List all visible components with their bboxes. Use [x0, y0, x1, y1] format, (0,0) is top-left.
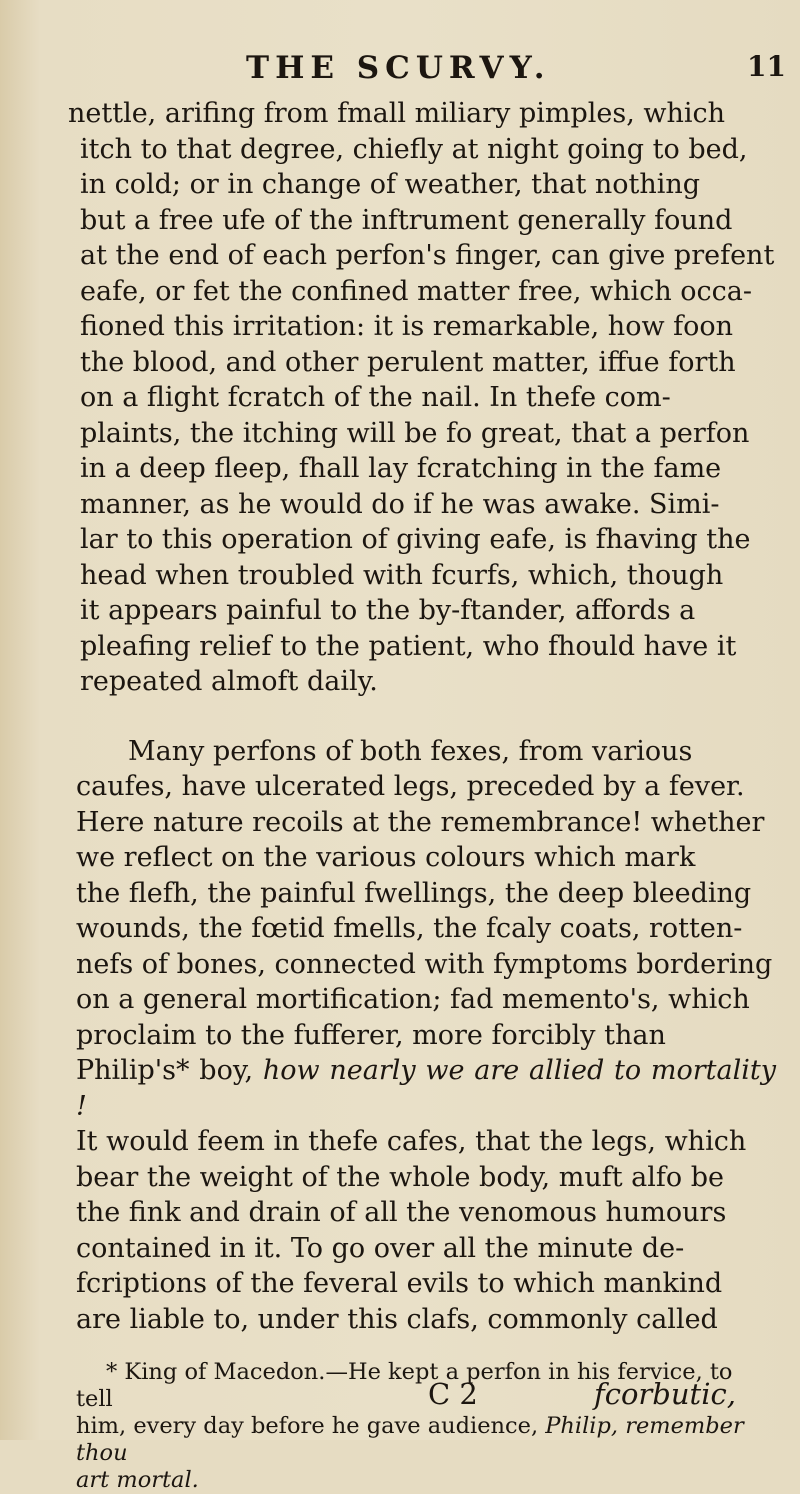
text-line: fcriptions of the feveral evils to which mankind: [76, 1268, 723, 1299]
text-line: contained in it. To go over all the minute de-: [76, 1232, 685, 1264]
text-line: lar to this operation of giving eafe, is fhaving the: [80, 524, 751, 555]
text-line: it appears painful to the by-ftander, affords a: [80, 595, 696, 626]
text-line-italic-phrase: [76, 1053, 776, 1124]
text-line: plaints, the itching will be fo great, that a perfon: [80, 417, 750, 449]
italic-run: how nearly we are allied to mortality !: [76, 1055, 776, 1122]
text-line: proclaim to the fufferer, more forcibly than: [76, 1019, 666, 1051]
text-line: Here nature recoils at the remembrance! whether: [76, 806, 765, 838]
text-line: we reflect on the various colours which mark: [76, 842, 696, 873]
paragraph-2: [76, 734, 776, 1338]
text-line: wounds, the fœtid fmells, the fcaly coats, rotten-: [76, 913, 743, 944]
text-line: It would feem in thefe cafes, that the legs, which: [76, 1126, 747, 1157]
body-text: [68, 96, 776, 1494]
footnote-line: [76, 1467, 776, 1494]
page-footer: [0, 1377, 800, 1417]
italic-run: art mortal.: [76, 1467, 199, 1493]
italic-run: Philip, remember thou: [76, 1413, 744, 1466]
text-line: pleafing relief to the patient, who fhould have it: [80, 630, 737, 662]
text-line: on a general mortification; fad memento's, which: [76, 984, 750, 1015]
text-line: in a deep fleep, fhall lay fcratching in the fame: [80, 453, 722, 484]
text-line: fioned this irritation: it is remarkable, how foon: [80, 311, 734, 342]
catchword: fcorbutic,: [594, 1377, 736, 1411]
text-line: Many perfons of both fexes, from various: [128, 735, 693, 767]
text-line: at the end of each perfon's finger, can give prefent: [80, 240, 775, 271]
text-line: are liable to, under this clafs, commonly called: [76, 1303, 718, 1335]
text-line: the blood, and other perulent matter, iffue forth: [80, 346, 736, 378]
paragraph-1: [68, 96, 776, 700]
text-line: itch to that degree, chiefly at night going to bed,: [80, 133, 748, 165]
text-line: in cold; or in change of weather, that nothing: [80, 169, 701, 200]
text-line: but a free ufe of the inftrument generally found: [80, 204, 733, 236]
text-line: eafe, or fet the confined matter free, which occa-: [80, 275, 753, 307]
signature-mark: C 2: [428, 1377, 478, 1411]
text-line: on a flight fcratch of the nail. In thefe com-: [80, 382, 671, 413]
page-number: 11: [747, 50, 786, 83]
text-line: nettle, arifing from fmall miliary pimples, which: [68, 98, 726, 129]
footnote-line: * King of Macedon.—He kept a perfon in his fervice, to tell: [76, 1359, 733, 1412]
running-header: [246, 50, 786, 94]
text-line: head when troubled with fcurfs, which, though: [80, 559, 724, 591]
text-line: the fink and drain of all the venomous humours: [76, 1197, 727, 1228]
header-title: THE SCURVY.: [246, 50, 551, 86]
text-line: the flefh, the painful fwellings, the deep bleeding: [76, 877, 752, 909]
text-run: Philip's* boy,: [76, 1055, 263, 1086]
text-line: bear the weight of the whole body, muft alfo be: [76, 1161, 724, 1193]
text-line: caufes, have ulcerated legs, preceded by a fever.: [76, 771, 745, 802]
text-line: manner, as he would do if he was awake. Simi-: [80, 488, 720, 520]
text-run: him, every day before he gave audience,: [76, 1413, 546, 1439]
footnote-line: [76, 1413, 776, 1467]
text-line: nefs of bones, connected with fymptoms bordering: [76, 948, 773, 980]
text-line: repeated almoft daily.: [80, 666, 378, 697]
